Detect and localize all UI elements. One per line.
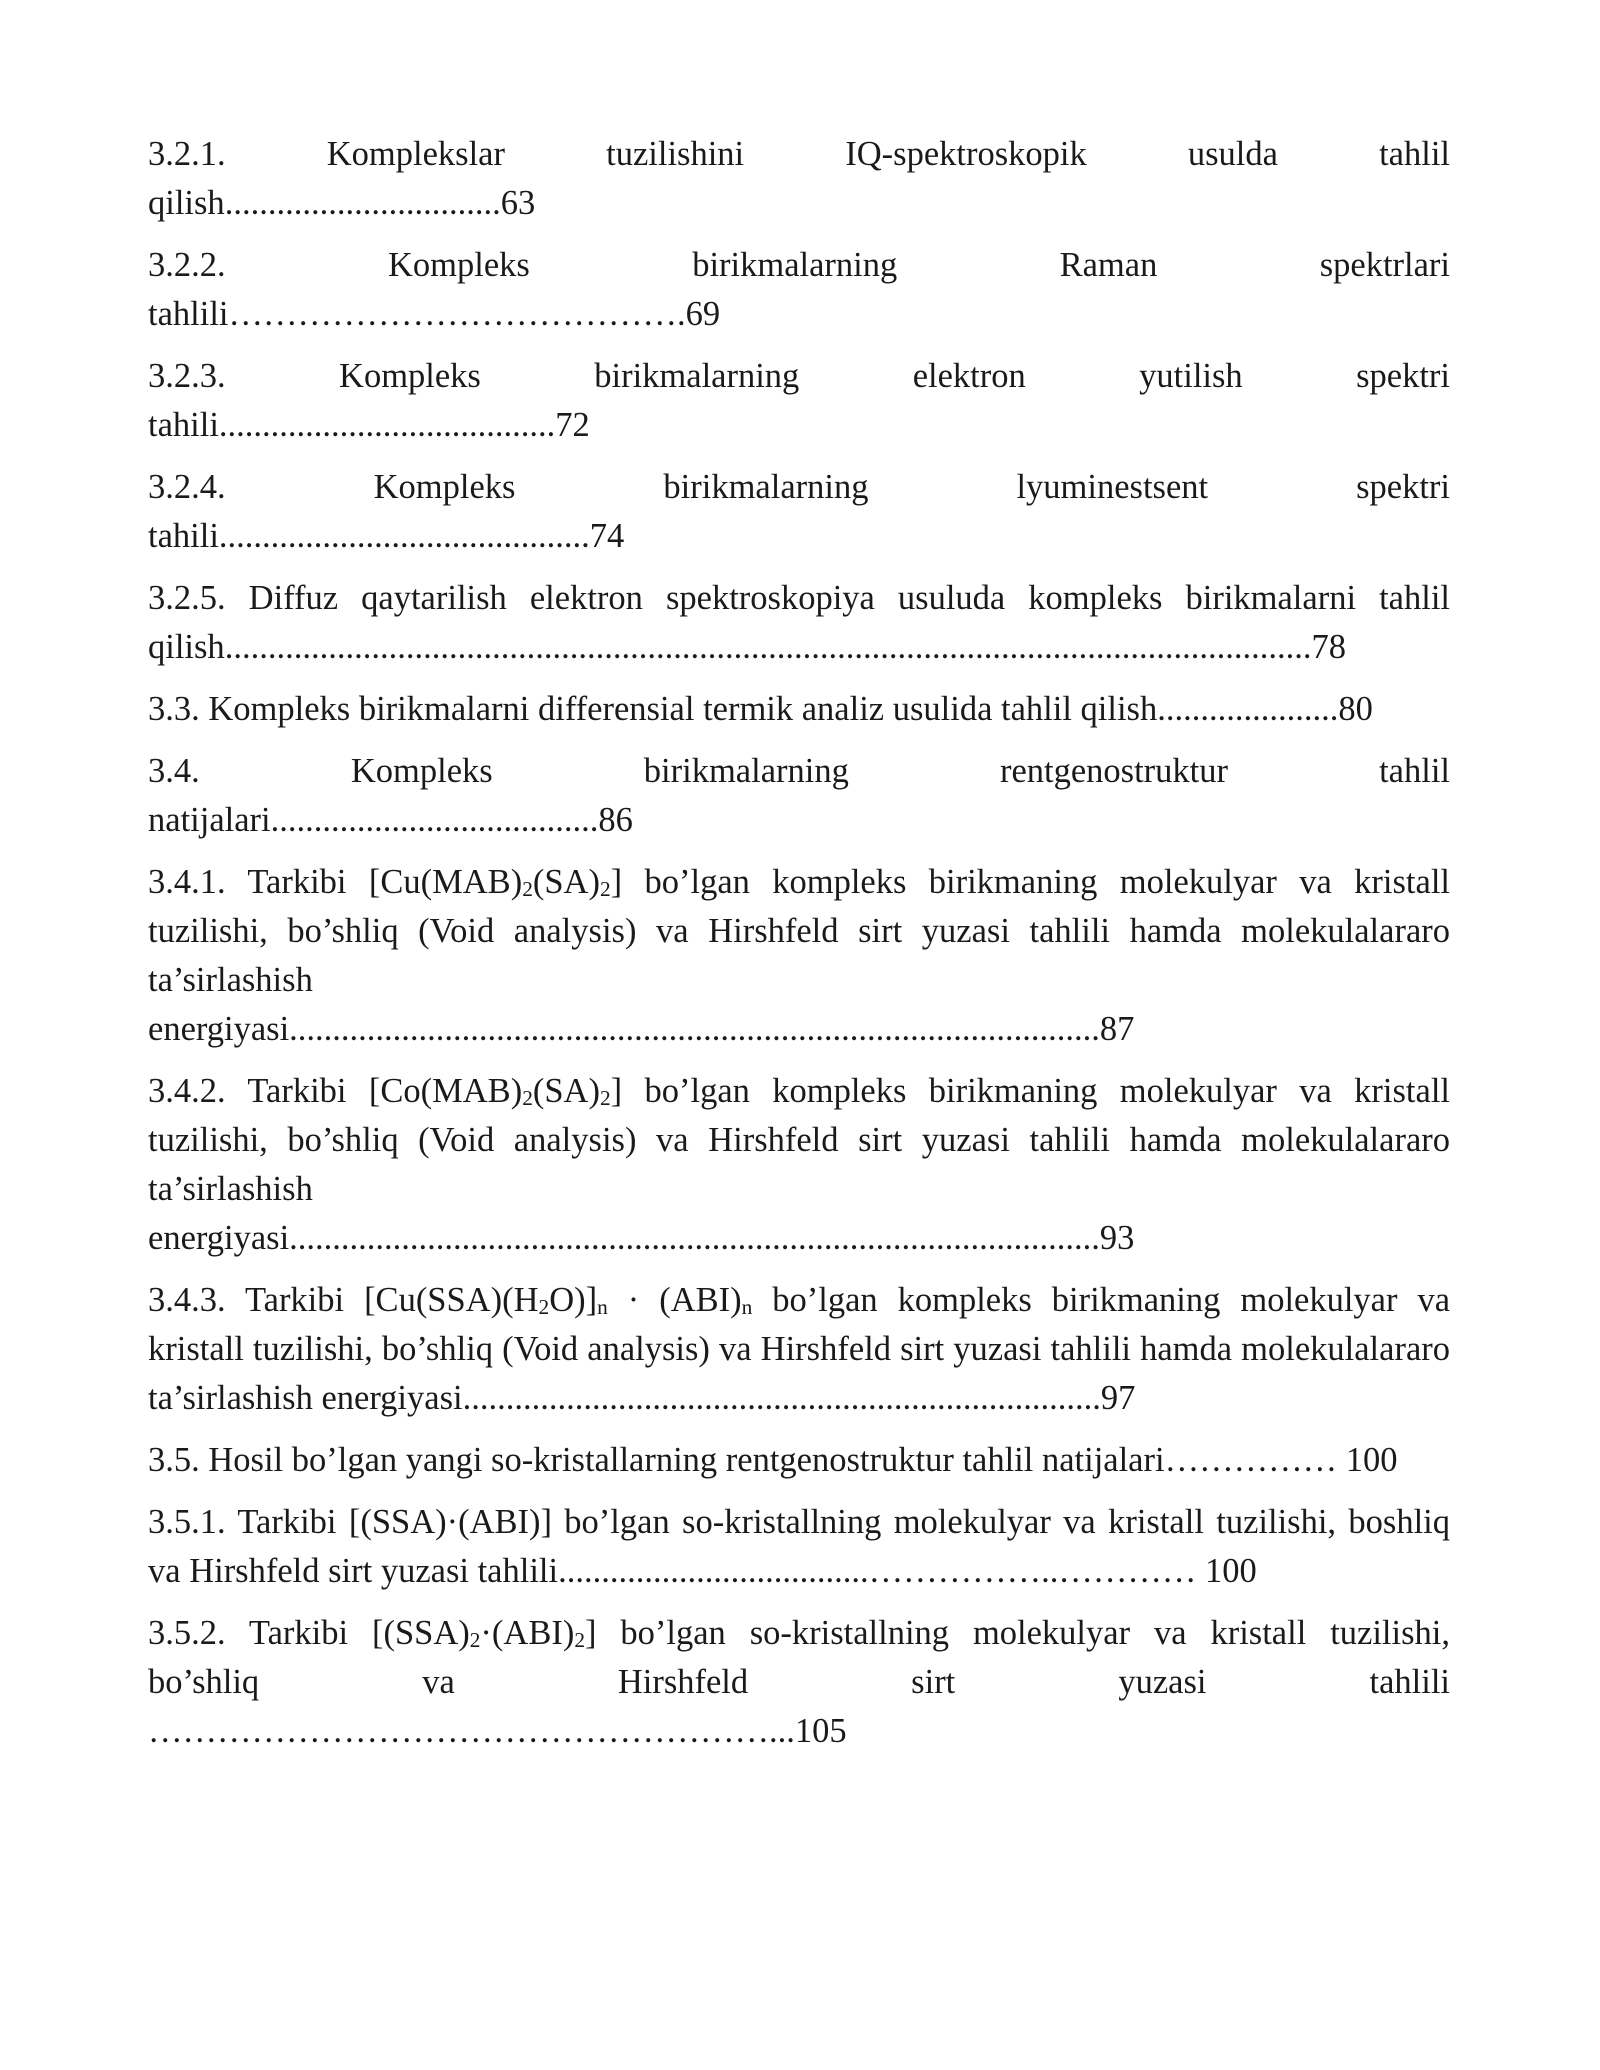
- toc-entry-text: 3.5.1. Tarkibi [(SSA)·(ABI)] bo’lgan so-kristallning molekulyar va kristall tuzilishi, boshliq va Hirshfeld sirt yuzasi tahlili: [148, 1503, 1450, 1590]
- toc-page-number: 105: [794, 1712, 847, 1750]
- toc-dots: ..............................................................................................: [289, 1010, 1100, 1048]
- toc-entry-text: qilish: [148, 628, 225, 666]
- toc-entry-text: tahili: [148, 406, 219, 444]
- toc-entry-3-2-5: [148, 574, 1450, 672]
- toc-entry-3-2-2: [148, 241, 1450, 339]
- subscript: n: [741, 1295, 753, 1320]
- toc-entry-line: 3.4. Kompleks birikmalarning rentgenostruktur tahlil: [148, 752, 1450, 790]
- toc-entry-text: ] bo’lgan so-kristallning molekulyar va kristall tuzilishi,: [585, 1614, 1450, 1652]
- toc-entry-text: 3.4.1. Tarkibi [Cu(MAB): [148, 863, 523, 901]
- toc-dots: ..............................................................................................: [289, 1219, 1100, 1257]
- toc-entry-3-5-1: [148, 1498, 1450, 1596]
- toc-entry-text: qilish: [148, 184, 225, 222]
- subscript: 2: [599, 877, 611, 902]
- table-of-contents: [148, 130, 1450, 1769]
- toc-entry-leader: [148, 796, 1450, 845]
- toc-dots: ...........................................: [218, 517, 590, 555]
- toc-page-number: 100: [1345, 1441, 1398, 1479]
- toc-entry-3-5: [148, 1436, 1450, 1485]
- toc-entry-text: ·(ABI): [480, 1614, 575, 1652]
- subscript: 2: [522, 877, 533, 902]
- toc-entry-leader: [148, 685, 1450, 734]
- toc-entry-text: (SA): [532, 1072, 600, 1110]
- toc-dots: ………………………………………………...: [148, 1712, 795, 1750]
- toc-entry-text: (SA): [532, 863, 600, 901]
- toc-entry-leader: [148, 179, 1450, 228]
- toc-page-number: 72: [555, 406, 590, 444]
- toc-dots: ......................................: [270, 801, 599, 839]
- toc-entry-text: bo’lgan kompleks birikmaning molekulyar va kristall tuzilishi, bo’shliq (Void analysis) va Hirshfeld sirt yuzasi tahlili hamda molekulalararo ta’sirlashish energiyasi: [148, 1281, 1451, 1417]
- toc-entry-text: 3.4.2. Tarkibi [Co(MAB): [148, 1072, 523, 1110]
- toc-entry-line: 3.2.3. Kompleks birikmalarning elektron yutilish spektri: [148, 357, 1450, 395]
- toc-entry-leader: [148, 512, 1450, 561]
- toc-entry-3-2-3: [148, 352, 1450, 450]
- toc-page-number: 86: [598, 801, 633, 839]
- subscript: n: [597, 1295, 608, 1320]
- toc-dots: ....................................……………..…………: [558, 1552, 1197, 1590]
- toc-entry-3-4-2: [148, 1067, 1450, 1263]
- subscript: 2: [469, 1628, 481, 1653]
- toc-entry-text: 3.4.3. Tarkibi [Cu(SSA)(H: [148, 1281, 539, 1319]
- toc-dots: ..........................................................................: [462, 1379, 1101, 1417]
- toc-entry-3-2-4: [148, 463, 1450, 561]
- toc-entry-text: 3.3. Kompleks birikmalarni differensial termik analiz usulida tahlil qilish: [148, 690, 1158, 728]
- toc-page-number: 74: [589, 517, 625, 555]
- toc-entry-text: energiyasi: [148, 1010, 290, 1048]
- toc-page-number: 93: [1099, 1219, 1135, 1257]
- toc-entry-body: [148, 1067, 1450, 1214]
- toc-entry-leader: [148, 401, 1450, 450]
- toc-entry-3-4: [148, 747, 1450, 845]
- toc-entry-line: bo’shliq va Hirshfeld sirt yuzasi tahlili: [148, 1663, 1450, 1701]
- toc-entry-text: energiyasi: [148, 1219, 290, 1257]
- toc-page-number: 63: [500, 184, 536, 222]
- toc-page-number: 100: [1204, 1552, 1257, 1590]
- toc-entry-3-4-1: [148, 858, 1450, 1054]
- toc-entry-3-5-2: [148, 1609, 1450, 1756]
- toc-entry-3-3: [148, 685, 1450, 734]
- toc-dots: ……………: [1164, 1441, 1338, 1479]
- toc-entry-body: [148, 858, 1450, 1005]
- toc-entry-line: 3.2.4. Kompleks birikmalarning lyuminestsent spektri: [148, 468, 1450, 506]
- toc-dots: ................................: [224, 184, 501, 222]
- toc-entry-text: 3.5. Hosil bo’lgan yangi so-kristallarning rentgenostruktur tahlil natijalari: [148, 1441, 1165, 1479]
- toc-entry-body: [148, 1436, 1450, 1485]
- toc-entry-text: ] bo’lgan kompleks birikmaning molekulyar va kristall tuzilishi, bo’shliq (Void analysis) va Hirshfeld sirt yuzasi tahlili hamda molekulalararo ta’sirlashish: [148, 863, 1450, 999]
- toc-dots: .....................: [1157, 690, 1339, 728]
- toc-entry-body: [148, 1276, 1450, 1423]
- toc-page-number: 80: [1338, 690, 1373, 728]
- toc-entry-text: 3.5.2. Tarkibi [(SSA): [148, 1614, 470, 1652]
- toc-entry-text: tahlili: [148, 295, 229, 333]
- toc-entry-leader: [148, 1005, 1450, 1054]
- toc-page-number: 97: [1100, 1379, 1136, 1417]
- toc-page-number: 69: [685, 295, 721, 333]
- toc-page-number: 78: [1311, 628, 1346, 666]
- toc-entry-3-4-3: [148, 1276, 1450, 1423]
- subscript: 2: [522, 1086, 533, 1111]
- toc-entry-text: O)]: [549, 1281, 598, 1319]
- toc-entry-line: 3.2.2. Kompleks birikmalarning Raman spektrlari: [148, 246, 1450, 284]
- subscript: 2: [599, 1086, 611, 1111]
- toc-entry-line: [148, 1609, 1450, 1658]
- toc-entry-text: · (ABI): [607, 1281, 742, 1319]
- toc-entry-text: tahili: [148, 517, 219, 555]
- toc-entry-text: ] bo’lgan kompleks birikmaning molekulyar va kristall tuzilishi, bo’shliq (Void analysis) va Hirshfeld sirt yuzasi tahlili hamda molekulalararo ta’sirlashish: [148, 1072, 1450, 1208]
- toc-entry-body: [148, 1498, 1450, 1596]
- toc-entry-text: natijalari: [148, 801, 271, 839]
- toc-entry-line: 3.2.1. Komplekslar tuzilishini IQ-spektroskopik usulda tahlil: [148, 135, 1450, 173]
- toc-dots: .......................................: [218, 406, 556, 444]
- toc-entry-leader: [148, 623, 1450, 672]
- toc-page-number: 87: [1099, 1010, 1135, 1048]
- toc-entry-leader: [148, 1707, 1450, 1756]
- toc-entry-leader: [148, 1214, 1450, 1263]
- toc-dots: ………………………………….: [228, 295, 686, 333]
- toc-entry-leader: [148, 290, 1450, 339]
- toc-dots: ..............................................................................................................................: [224, 628, 1312, 666]
- subscript: 2: [538, 1295, 550, 1320]
- subscript: 2: [574, 1628, 585, 1653]
- toc-entry-3-2-1: [148, 130, 1450, 228]
- toc-entry-line: 3.2.5. Diffuz qaytarilish elektron spektroskopiya usuluda kompleks birikmalarni tahlil: [148, 579, 1450, 617]
